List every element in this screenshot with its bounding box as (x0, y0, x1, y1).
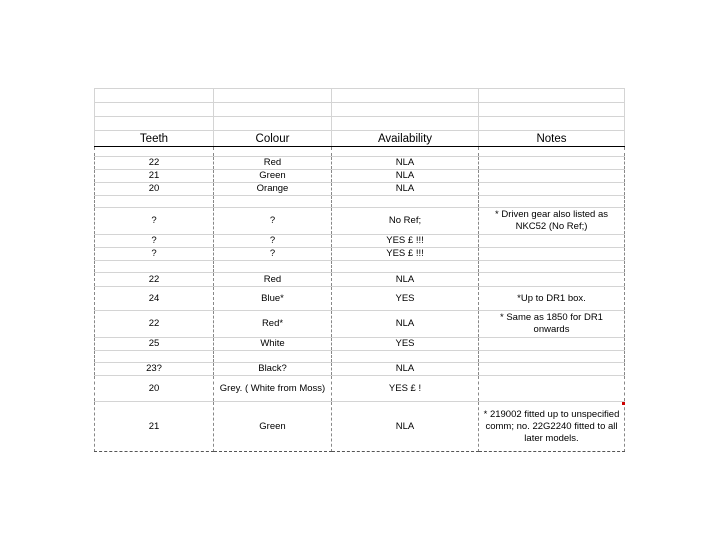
gear-table (94, 88, 625, 452)
availability-cell[interactable]: NLA (332, 157, 479, 170)
availability-cell[interactable]: YES £ !!! (332, 235, 479, 248)
table-row (95, 351, 625, 363)
teeth-cell[interactable]: 24 (95, 287, 214, 311)
notes-cell[interactable]: * Driven gear also listed as NKC52 (No Ref;) (479, 208, 625, 235)
comment-indicator (622, 402, 625, 405)
notes-cell[interactable]: * Same as 1850 for DR1 onwards (479, 311, 625, 338)
availability-cell[interactable]: NLA (332, 170, 479, 183)
colour-cell[interactable]: Orange (214, 183, 332, 196)
colour-cell[interactable]: Grey. ( White from Moss) (214, 376, 332, 402)
teeth-cell[interactable] (95, 196, 214, 208)
table-row (95, 287, 625, 311)
availability-cell[interactable] (332, 147, 479, 157)
teeth-cell[interactable]: ? (95, 208, 214, 235)
table-row (95, 235, 625, 248)
spreadsheet (94, 88, 625, 452)
colour-cell[interactable]: Green (214, 402, 332, 452)
availability-cell[interactable]: NLA (332, 363, 479, 376)
header-colour[interactable]: Colour (214, 131, 332, 147)
teeth-cell[interactable]: ? (95, 235, 214, 248)
header-notes[interactable]: Notes (479, 131, 625, 147)
teeth-cell[interactable]: ? (95, 248, 214, 261)
table-row (95, 273, 625, 287)
table-row (95, 311, 625, 338)
colour-cell[interactable]: ? (214, 248, 332, 261)
colour-cell[interactable] (214, 196, 332, 208)
notes-cell[interactable] (479, 147, 625, 157)
teeth-cell[interactable] (95, 261, 214, 273)
availability-cell[interactable] (332, 351, 479, 363)
availability-cell[interactable]: NLA (332, 273, 479, 287)
teeth-cell[interactable]: 21 (95, 402, 214, 452)
notes-cell[interactable] (479, 235, 625, 248)
teeth-cell[interactable]: 23? (95, 363, 214, 376)
empty-row (95, 117, 625, 131)
colour-cell[interactable]: ? (214, 208, 332, 235)
header-row (95, 131, 625, 147)
teeth-cell[interactable]: 22 (95, 273, 214, 287)
notes-cell[interactable] (479, 248, 625, 261)
availability-cell[interactable]: No Ref; (332, 208, 479, 235)
table-row (95, 363, 625, 376)
colour-cell[interactable]: Red (214, 273, 332, 287)
header-teeth[interactable]: Teeth (95, 131, 214, 147)
colour-cell[interactable] (214, 351, 332, 363)
teeth-cell[interactable] (95, 351, 214, 363)
teeth-cell[interactable]: 20 (95, 183, 214, 196)
availability-cell[interactable]: NLA (332, 183, 479, 196)
notes-cell[interactable]: * 219002 fitted up to unspecified comm; no. 22G2240 fitted to all later models. (479, 402, 625, 452)
colour-cell[interactable]: Black? (214, 363, 332, 376)
notes-cell[interactable] (479, 273, 625, 287)
colour-cell[interactable]: White (214, 338, 332, 351)
table-row (95, 183, 625, 196)
table-row (95, 248, 625, 261)
table-row (95, 338, 625, 351)
table-row (95, 170, 625, 183)
teeth-cell[interactable]: 21 (95, 170, 214, 183)
table-row (95, 147, 625, 157)
colour-cell[interactable] (214, 261, 332, 273)
table-row (95, 376, 625, 402)
notes-cell[interactable] (479, 363, 625, 376)
availability-cell[interactable]: YES (332, 287, 479, 311)
availability-cell[interactable] (332, 196, 479, 208)
table-row (95, 208, 625, 235)
empty-row (95, 89, 625, 103)
availability-cell[interactable] (332, 261, 479, 273)
availability-cell[interactable]: YES £ ! (332, 376, 479, 402)
colour-cell[interactable] (214, 147, 332, 157)
colour-cell[interactable]: Green (214, 170, 332, 183)
notes-cell[interactable] (479, 183, 625, 196)
availability-cell[interactable]: NLA (332, 311, 479, 338)
empty-row (95, 103, 625, 117)
notes-cell[interactable] (479, 196, 625, 208)
table-row (95, 402, 625, 452)
notes-cell[interactable] (479, 261, 625, 273)
availability-cell[interactable]: YES £ !!! (332, 248, 479, 261)
notes-cell[interactable] (479, 338, 625, 351)
teeth-cell[interactable] (95, 147, 214, 157)
table-row (95, 157, 625, 170)
teeth-cell[interactable]: 20 (95, 376, 214, 402)
table-row (95, 261, 625, 273)
notes-cell[interactable] (479, 170, 625, 183)
availability-cell[interactable]: YES (332, 338, 479, 351)
colour-cell[interactable]: Red (214, 157, 332, 170)
colour-cell[interactable]: Blue* (214, 287, 332, 311)
teeth-cell[interactable]: 22 (95, 311, 214, 338)
header-availability[interactable]: Availability (332, 131, 479, 147)
teeth-cell[interactable]: 25 (95, 338, 214, 351)
teeth-cell[interactable]: 22 (95, 157, 214, 170)
availability-cell[interactable]: NLA (332, 402, 479, 452)
table-row (95, 196, 625, 208)
notes-cell[interactable] (479, 157, 625, 170)
colour-cell[interactable]: Red* (214, 311, 332, 338)
notes-cell[interactable]: *Up to DR1 box. (479, 287, 625, 311)
notes-cell[interactable] (479, 376, 625, 402)
colour-cell[interactable]: ? (214, 235, 332, 248)
notes-cell[interactable] (479, 351, 625, 363)
